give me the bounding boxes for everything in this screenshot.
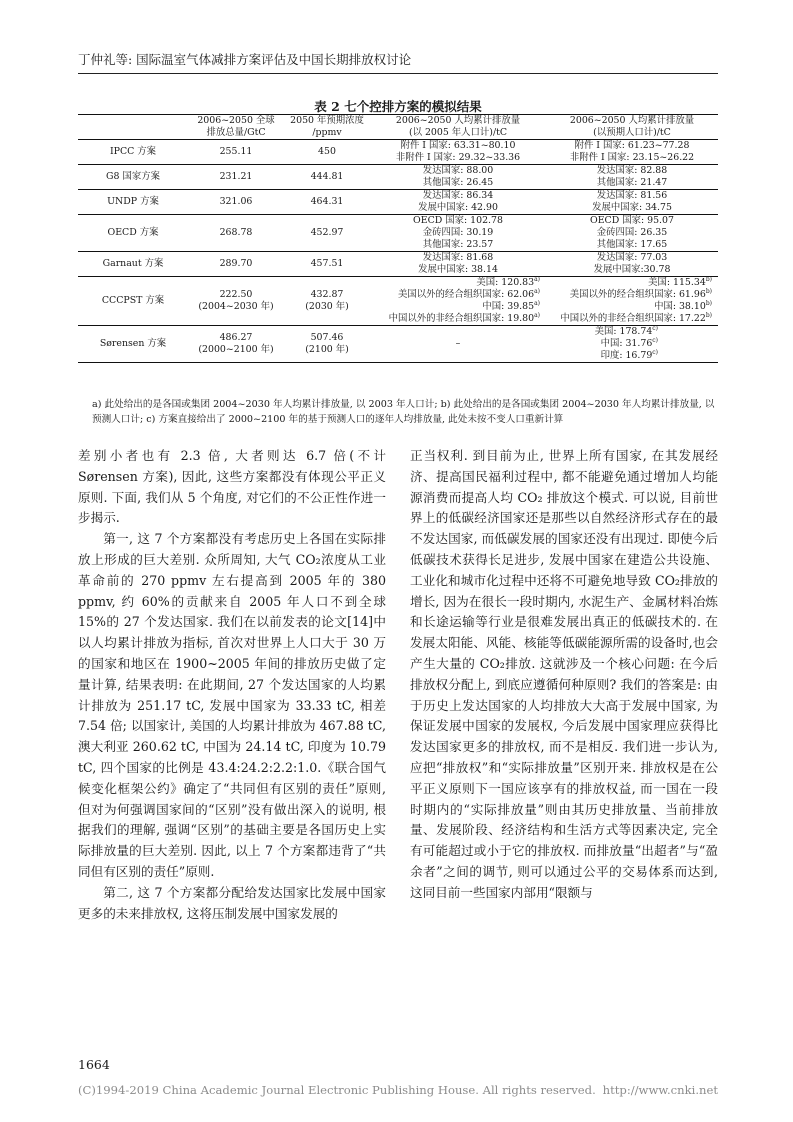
per-capita-projected-cell	[546, 190, 718, 215]
per-capita-line: 中国以外的非经合组织国家: 17.22$^{b)}$	[560, 311, 712, 324]
footnote-mark: c)	[652, 324, 658, 332]
per-capita-line: 发达国家: 77.03	[596, 252, 668, 263]
per-capita-projected-cell	[546, 326, 718, 363]
per-capita-line: 美国以外的经合组织国家: 61.96$^{b)}$	[569, 287, 712, 300]
footnote-mark: a)	[534, 311, 540, 319]
footer-copyright: (C)1994-2019 China Academic Journal Electronic Publishing House. All rights reserved.	[78, 1083, 596, 1097]
table-note: a) 此处给出的是各国或集团 2004~2030 年人均累计排放量, 以 2003 年人口计; b) 此处给出的是各国或集团 2004~2030 年人均累计排放量, 以预测人口计; c) 方案直接给出了 2000~2100 年的基于预测人口的逐年人均排放量, 此处未按不变人口重新计算	[92, 399, 715, 425]
table-header-cell: 2006~2050 全球 排放总量/GtC	[197, 115, 275, 138]
footnote-mark: a)	[534, 275, 540, 283]
per-capita-line: 其他国家: 21.47	[596, 177, 668, 188]
total-emission-cell: 486.27 (2000~2100 年)	[198, 332, 274, 355]
scheme-name-cell: Sørensen 方案	[99, 338, 167, 349]
per-capita-projected-cell	[546, 165, 718, 190]
concentration-cell: 444.81	[310, 171, 344, 182]
footnote-mark: a)	[534, 287, 540, 295]
total-emission-cell: 268.78	[219, 227, 253, 238]
table-row	[78, 326, 718, 363]
per-capita-projected-cell	[546, 252, 718, 277]
footnote-mark: b)	[705, 311, 712, 319]
table-row	[78, 277, 718, 326]
right-paragraph: 正当权利. 到目前为止, 世界上所有国家, 在其发展经济、提高国民福利过程中, 都不能避免通过增加人均能源消费而提高人均 CO₂ 排放这个模式. 可以说, 目前世界上的低碳经济国家还是那些以自然经济形式存在的最不发达国家, 而低碳发展的国家还没有出现过. 即使今后低碳技术获得长足进步, 发展中国家在建造公共设施、工业化和城市化过程中还将不可避免地导致 CO₂排放的增长, 因为在很长一段时期内, 水泥生产、金属材料冶炼和长途运输等行业是很难发展出真正的低碳技术的. 在发展太阳能、风能、核能等低碳能源所需的设备时,也会产生大量的 CO₂排放. 这就涉及一个核心问题: 在今后排放权分配上, 到底应遵循何种原则? 我们的答案是: 由于历史上发达国家的人均排放大大高于发展中国家, 为保证发展中国家的发展权, 今后发展中国家理应获得比发达国家更多的排放权, 而不是相反. 我们进一步认为, 应把“排放权”和“实际排放量”区别开来. 排放权是在公平正义原则下一国应该享有的排放权益, 而一国在一段时期内的“实际排放量”则由其历史排放量、当前排放量、发展阶段、经济结构和生活方式等因素决定, 完全有可能超过或小于它的排放权. 而排放量“出超者”与“盈余者”之间的调节, 则可以通过公平的交易体系而达到, 这同目前一些国家内部用“限额与	[410, 448, 718, 900]
per-capita-line: 金砖四国: 30.19	[422, 227, 494, 238]
per-capita-line: 发展中国家:30.78	[593, 264, 671, 275]
per-capita-line: 印度: 16.79$^{c)}$	[600, 348, 658, 361]
per-capita-line: 美国: 120.83$^{a)}$	[476, 275, 540, 288]
table-header-cell: 2006~2050 人均累计排放量 (以预期人口计)/tC	[569, 115, 695, 138]
per-capita-line: 发达国家: 88.00	[422, 165, 494, 176]
scheme-name-cell: UNDP 方案	[107, 196, 159, 207]
per-capita-line: 发达国家: 81.56	[596, 190, 668, 201]
per-capita-line: 美国以外的经合组织国家: 62.06$^{a)}$	[397, 287, 540, 300]
concentration-cell: 464.31	[310, 196, 344, 207]
right-column	[410, 446, 718, 904]
table-header-row	[78, 115, 718, 140]
header-rule	[78, 73, 718, 74]
footnote-mark: b)	[705, 275, 712, 283]
results-table	[78, 114, 718, 363]
per-capita-line: 附件 I 国家: 63.31~80.10	[400, 140, 516, 151]
scheme-name-cell: IPCC 方案	[109, 146, 157, 157]
per-capita-line: 中国: 38.10$^{b)}$	[654, 299, 712, 312]
per-capita-projected-cell	[546, 140, 718, 165]
table-row	[78, 215, 718, 252]
per-capita-2005-cell	[370, 252, 546, 277]
footnote-mark: c)	[652, 336, 658, 344]
footnote-mark: a)	[534, 299, 540, 307]
per-capita-line: 美国: 115.34$^{b)}$	[648, 275, 712, 288]
table-row	[78, 165, 718, 190]
concentration-cell: 432.87 (2030 年)	[305, 289, 349, 312]
left-column	[78, 446, 386, 924]
per-capita-2005-cell	[370, 215, 546, 252]
per-capita-2005-cell	[370, 277, 546, 326]
per-capita-line: 发达国家: 86.34	[422, 190, 494, 201]
per-capita-2005-cell	[370, 190, 546, 215]
footnote-mark: b)	[705, 287, 712, 295]
total-emission-cell: 321.06	[219, 196, 253, 207]
per-capita-line: 发展中国家: 38.14	[418, 264, 498, 275]
scheme-name-cell: G8 国家方案	[106, 171, 160, 182]
total-emission-cell: 222.50 (2004~2030 年)	[198, 289, 274, 312]
per-capita-line: 其他国家: 17.65	[596, 239, 668, 250]
footer-url: http://www.cnki.net	[602, 1083, 718, 1097]
concentration-cell: 452.97	[310, 227, 344, 238]
per-capita-line: 金砖四国: 26.35	[596, 227, 668, 238]
concentration-cell: 457.51	[310, 258, 344, 269]
table-row	[78, 190, 718, 215]
table-title: 表 2 七个控排方案的模拟结果	[314, 99, 482, 114]
scheme-name-cell: CCCPST 方案	[101, 295, 165, 306]
per-capita-line: 发达国家: 81.68	[422, 252, 494, 263]
page-number: 1664	[78, 1057, 110, 1072]
per-capita-line: 中国: 31.76$^{c)}$	[600, 336, 658, 349]
per-capita-line: 发展中国家: 34.75	[592, 202, 672, 213]
concentration-cell: 507.46 (2100 年)	[305, 332, 349, 355]
per-capita-projected-cell	[546, 277, 718, 326]
table-row	[78, 140, 718, 165]
per-capita-projected-cell	[546, 215, 718, 252]
per-capita-line: –	[455, 338, 461, 349]
per-capita-line: 非附件 I 国家: 23.15~26.22	[569, 152, 695, 163]
per-capita-2005-cell	[370, 326, 546, 363]
footnote-mark: b)	[705, 299, 712, 307]
scheme-name-cell: Garnaut 方案	[102, 258, 164, 269]
per-capita-line: 发达国家: 82.88	[596, 165, 668, 176]
per-capita-line: 发展中国家: 42.90	[418, 202, 498, 213]
table-body	[78, 140, 718, 363]
total-emission-cell: 231.21	[219, 171, 253, 182]
table-header-cell	[78, 115, 188, 140]
per-capita-line: 非附件 I 国家: 29.32~33.36	[395, 152, 521, 163]
per-capita-line: OECD 国家: 95.07	[590, 215, 674, 226]
per-capita-line: 其他国家: 23.57	[422, 239, 494, 250]
body-paragraph: 第一, 这 7 个方案都没有考虑历史上各国在实际排放上形成的巨大差别. 众所周知, 大气 CO₂浓度从工业革命前的 270 ppmv 左右提高到 2005 年的 380 ppmv, 约 60%的贡献来自 2005 年人口不到全球 15%的 27 个发达国家. 我们在以前发表的论文[14]中以人均累计排放为指标, 首次对世界上人口大于 30 万的国家和地区在 1900~2005 年间的排放历史做了定量计算, 结果表明: 在此期间, 27 个发达国家的人均累计排放为 251.17 tC, 发展中国家为 33.33 tC, 相差 7.54 倍; 以国家计, 美国的人均累计排放为 467.88 tC, 澳大利亚 260.62 tC, 中国为 24.14 tC, 印度为 10.79 tC, 四个国家的比例是 43.4:24.2:2.2:1.0.《联合国气候变化框架公约》确定了“共同但有区别的责任”原则, 但对为何强调国家间的“区别”没有做出深入的说明, 根据我们的理解, 强调“区别”的基础主要是各国历史上实际排放量的巨大差别. 因此, 以上 7 个方案都违背了“共同但有区别的责任”原则.	[78, 531, 386, 879]
per-capita-line: OECD 国家: 102.78	[413, 215, 503, 226]
total-emission-cell: 255.11	[219, 146, 253, 157]
concentration-cell: 450	[318, 146, 336, 157]
body-paragraph: 差别小者也有 2.3 倍, 大者则达 6.7 倍(不计 Sørensen 方案), 因此, 这些方案都没有体现公平正义原则. 下面, 我们从 5 个角度, 对它们的不公正性作进一步揭示.	[78, 448, 386, 526]
scheme-name-cell: OECD 方案	[107, 227, 159, 238]
footnote-mark: c)	[652, 348, 658, 356]
table-header-cell: 2050 年预期浓度 /ppmv	[290, 115, 364, 138]
running-header: 丁仲礼等: 国际温室气体减排方案评估及中国长期排放权讨论	[78, 52, 412, 67]
per-capita-line: 中国以外的非经合组织国家: 19.80$^{a)}$	[388, 311, 540, 324]
total-emission-cell: 289.70	[219, 258, 253, 269]
per-capita-line: 附件 I 国家: 61.23~77.28	[574, 140, 690, 151]
per-capita-line: 中国: 39.85$^{a)}$	[482, 299, 540, 312]
table-header-cell: 2006~2050 人均累计排放量 (以 2005 年人口计)/tC	[395, 115, 521, 138]
body-paragraph: 第二, 这 7 个方案都分配给发达国家比发展中国家更多的未来排放权, 这将压制发展中国家发展的	[78, 884, 386, 921]
per-capita-2005-cell	[370, 140, 546, 165]
table-row	[78, 252, 718, 277]
per-capita-line: 美国: 178.74$^{c)}$	[594, 324, 658, 337]
per-capita-2005-cell	[370, 165, 546, 190]
per-capita-line: 其他国家: 26.45	[422, 177, 494, 188]
